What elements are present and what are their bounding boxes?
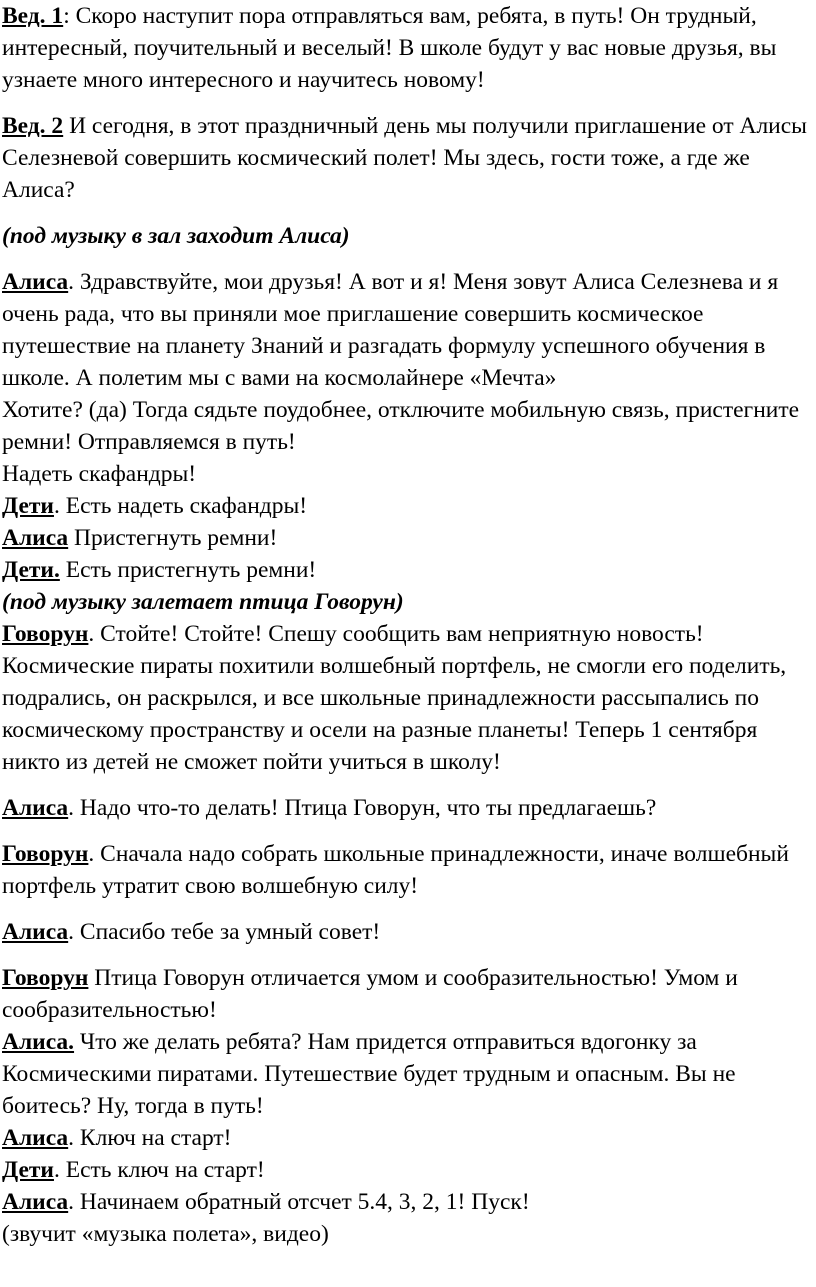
paragraph-text: Надеть скафандры!	[2, 461, 197, 487]
speaker-label: Дети.	[2, 557, 60, 583]
paragraph-text: : Скоро наступит пора отправляться вам, ребята, в путь! Он трудный, интересный, поучительный и веселый! В школе будут у вас новые друзья, вы узнаете много интересного и научитесь новому!	[2, 3, 777, 93]
paragraph-children	[2, 554, 808, 586]
paragraph-text: . Начинаем обратный отсчет 5.4, 3, 2, 1! Пуск!	[68, 1189, 530, 1215]
paragraph-text: . Спасибо тебе за умный совет!	[68, 919, 381, 945]
stage-direction-text: (под музыку в зал заходит Алиса)	[2, 223, 350, 249]
paragraph-text: Пристегнуть ремни!	[68, 525, 278, 551]
speaker-label: Говорун	[2, 965, 89, 991]
paragraph-alisa	[2, 522, 808, 554]
paragraph-text: Хотите? (да) Тогда сядьте поудобнее, отключите мобильную связь, пристегните ремни! Отправляемся в путь!	[2, 397, 800, 455]
paragraph-govorun	[2, 838, 808, 902]
speaker-label: Говорун	[2, 841, 89, 867]
paragraph-children	[2, 490, 808, 522]
speaker-label: Алиса	[2, 525, 69, 551]
paragraph-presenter-1	[2, 0, 808, 96]
paragraph-text: Птица Говорун отличается умом и сообразительностью! Умом и сообразительностью!	[2, 965, 738, 1023]
stage-direction	[2, 586, 808, 618]
paragraph-plain	[2, 1218, 808, 1250]
paragraph-alisa	[2, 1122, 808, 1154]
paragraph-alisa	[2, 916, 808, 948]
paragraph-govorun	[2, 962, 808, 1026]
paragraph-text: (звучит «музыка полета», видео)	[2, 1221, 329, 1247]
paragraph-text: И сегодня, в этот праздничный день мы получили приглашение от Алисы Селезневой совершить космический полет! Мы здесь, гости тоже, а где же Алиса?	[2, 113, 807, 203]
paragraph-text: . Стойте! Стойте! Спешу сообщить вам неприятную новость! Космические пираты похитили волшебный портфель, не смогли его поделить, подрались, он раскрылся, и все школьные принадлежности рассыпались по космическому пространству и осели на разные планеты! Теперь 1 сентября никто из детей не сможет пойти учиться в школу!	[2, 621, 787, 775]
paragraph-text: . Есть ключ на старт!	[53, 1157, 265, 1183]
speaker-label: Алиса	[2, 795, 69, 821]
paragraph-plain	[2, 458, 808, 490]
stage-direction-text: (под музыку залетает птица Говорун)	[2, 589, 404, 615]
speaker-label: Алиса	[2, 919, 69, 945]
paragraph-plain	[2, 394, 808, 458]
speaker-label: Алиса	[2, 1125, 69, 1151]
speaker-label: Вед. 2	[2, 113, 64, 139]
speaker-label: Дети	[2, 493, 54, 519]
paragraph-text: . Здравствуйте, мои друзья! А вот и я! Меня зовут Алиса Селезнева и я очень рада, что вы приняли мое приглашение совершить космическое путешествие на планету Знаний и разгадать формулу успешного обучения в школе. А полетим мы с вами на космолайнере «Мечта»	[2, 269, 779, 391]
speaker-label: Алиса	[2, 1189, 69, 1215]
speaker-label: Вед. 1	[2, 3, 64, 29]
paragraph-presenter-2	[2, 110, 808, 206]
paragraph-alisa	[2, 1186, 808, 1218]
paragraph-alisa	[2, 1026, 808, 1122]
paragraph-text: . Сначала надо собрать школьные принадлежности, иначе волшебный портфель утратит свою волшебную силу!	[2, 841, 789, 899]
paragraph-text: Что же делать ребята? Нам придется отправиться вдогонку за Космическими пиратами. Путешествие будет трудным и опасным. Вы не боитесь? Ну, тогда в путь!	[2, 1029, 736, 1119]
paragraph-alisa	[2, 266, 808, 394]
speaker-label: Говорун	[2, 621, 89, 647]
stage-direction	[2, 220, 808, 252]
paragraph-text: . Надо что-то делать! Птица Говорун, что ты предлагаешь?	[68, 795, 657, 821]
paragraph-text: . Ключ на старт!	[68, 1125, 232, 1151]
speaker-label: Дети	[2, 1157, 54, 1183]
paragraph-text: Есть пристегнуть ремни!	[59, 557, 317, 583]
paragraph-text: . Есть надеть скафандры!	[53, 493, 308, 519]
speaker-label: Алиса.	[2, 1029, 75, 1055]
paragraph-children	[2, 1154, 808, 1186]
speaker-label: Алиса	[2, 269, 69, 295]
paragraph-govorun	[2, 618, 808, 778]
paragraph-alisa	[2, 792, 808, 824]
